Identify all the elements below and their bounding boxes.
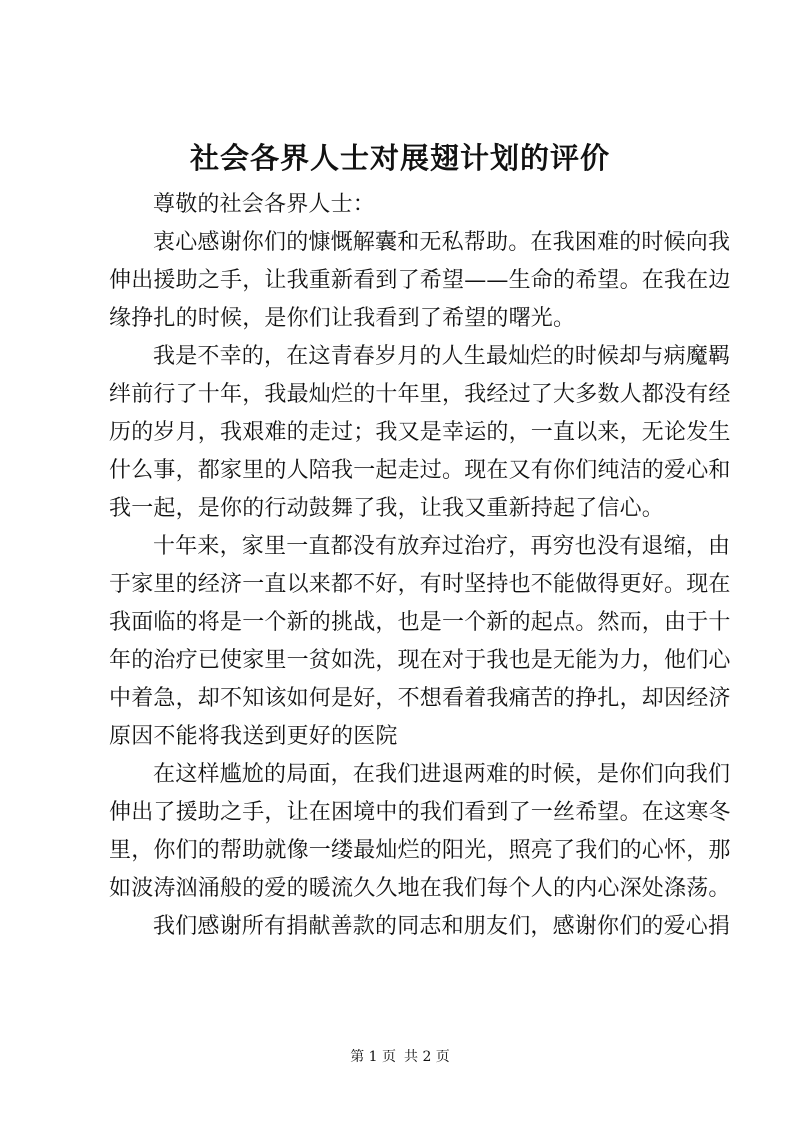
document-title: 社会各界人士对展翅计划的评价 xyxy=(189,141,610,175)
document-body xyxy=(109,186,731,946)
text-line: 我面临的将是一个新的挑战，也是一个新的起点。然而，由于十 xyxy=(109,610,731,635)
text-line: 什么事，都家里的人陪我一起走过。现在又有你们纯洁的爱心和 xyxy=(109,458,731,483)
text-line: 伸出援助之手，让我重新看到了希望——生命的希望。在我在边 xyxy=(109,268,731,293)
text-line: 我一起，是你的行动鼓舞了我，让我又重新持起了信心。 xyxy=(109,496,665,521)
text-line: 中着急，却不知该如何是好，不想看着我痛苦的挣扎，却因经济 xyxy=(109,686,731,711)
page-total: 共 2 页 xyxy=(404,1049,450,1065)
text-line: 如波涛汹涌般的爱的暖流久久地在我们每个人的内心深处涤荡。 xyxy=(109,876,731,901)
text-line: 缘挣扎的时候，是你们让我看到了希望的曙光。 xyxy=(109,306,576,331)
text-line: 我是不幸的，在这青春岁月的人生最灿烂的时候却与病魔羁 xyxy=(153,344,731,369)
text-line: 十年来，家里一直都没有放弃过治疗，再穷也没有退缩，由 xyxy=(153,534,731,559)
text-line: 在这样尴尬的局面，在我们进退两难的时候，是你们向我们 xyxy=(153,762,731,787)
text-line: 原因不能将我送到更好的医院 xyxy=(109,724,398,749)
text-line: 伸出了援助之手，让在困境中的我们看到了一丝希望。在这寒冬 xyxy=(109,800,731,825)
text-line: 里，你们的帮助就像一缕最灿烂的阳光，照亮了我们的心怀，那 xyxy=(109,838,731,863)
text-line: 历的岁月，我艰难的走过；我又是幸运的，一直以来，无论发生 xyxy=(109,420,731,445)
text-line: 衷心感谢你们的慷慨解囊和无私帮助。在我困难的时候向我 xyxy=(153,230,731,255)
text-line: 年的治疗已使家里一贫如洗，现在对于我也是无能为力，他们心 xyxy=(109,648,731,673)
text-line: 于家里的经济一直以来都不好，有时坚持也不能做得更好。现在 xyxy=(109,572,731,597)
text-line: 我们感谢所有捐献善款的同志和朋友们，感谢你们的爱心捐 xyxy=(153,914,731,939)
text-line: 尊敬的社会各界人士： xyxy=(153,192,376,217)
page-footer xyxy=(0,1047,800,1067)
text-line: 绊前行了十年，我最灿烂的十年里，我经过了大多数人都没有经 xyxy=(109,382,731,407)
page-number: 第 1 页 xyxy=(350,1049,396,1065)
